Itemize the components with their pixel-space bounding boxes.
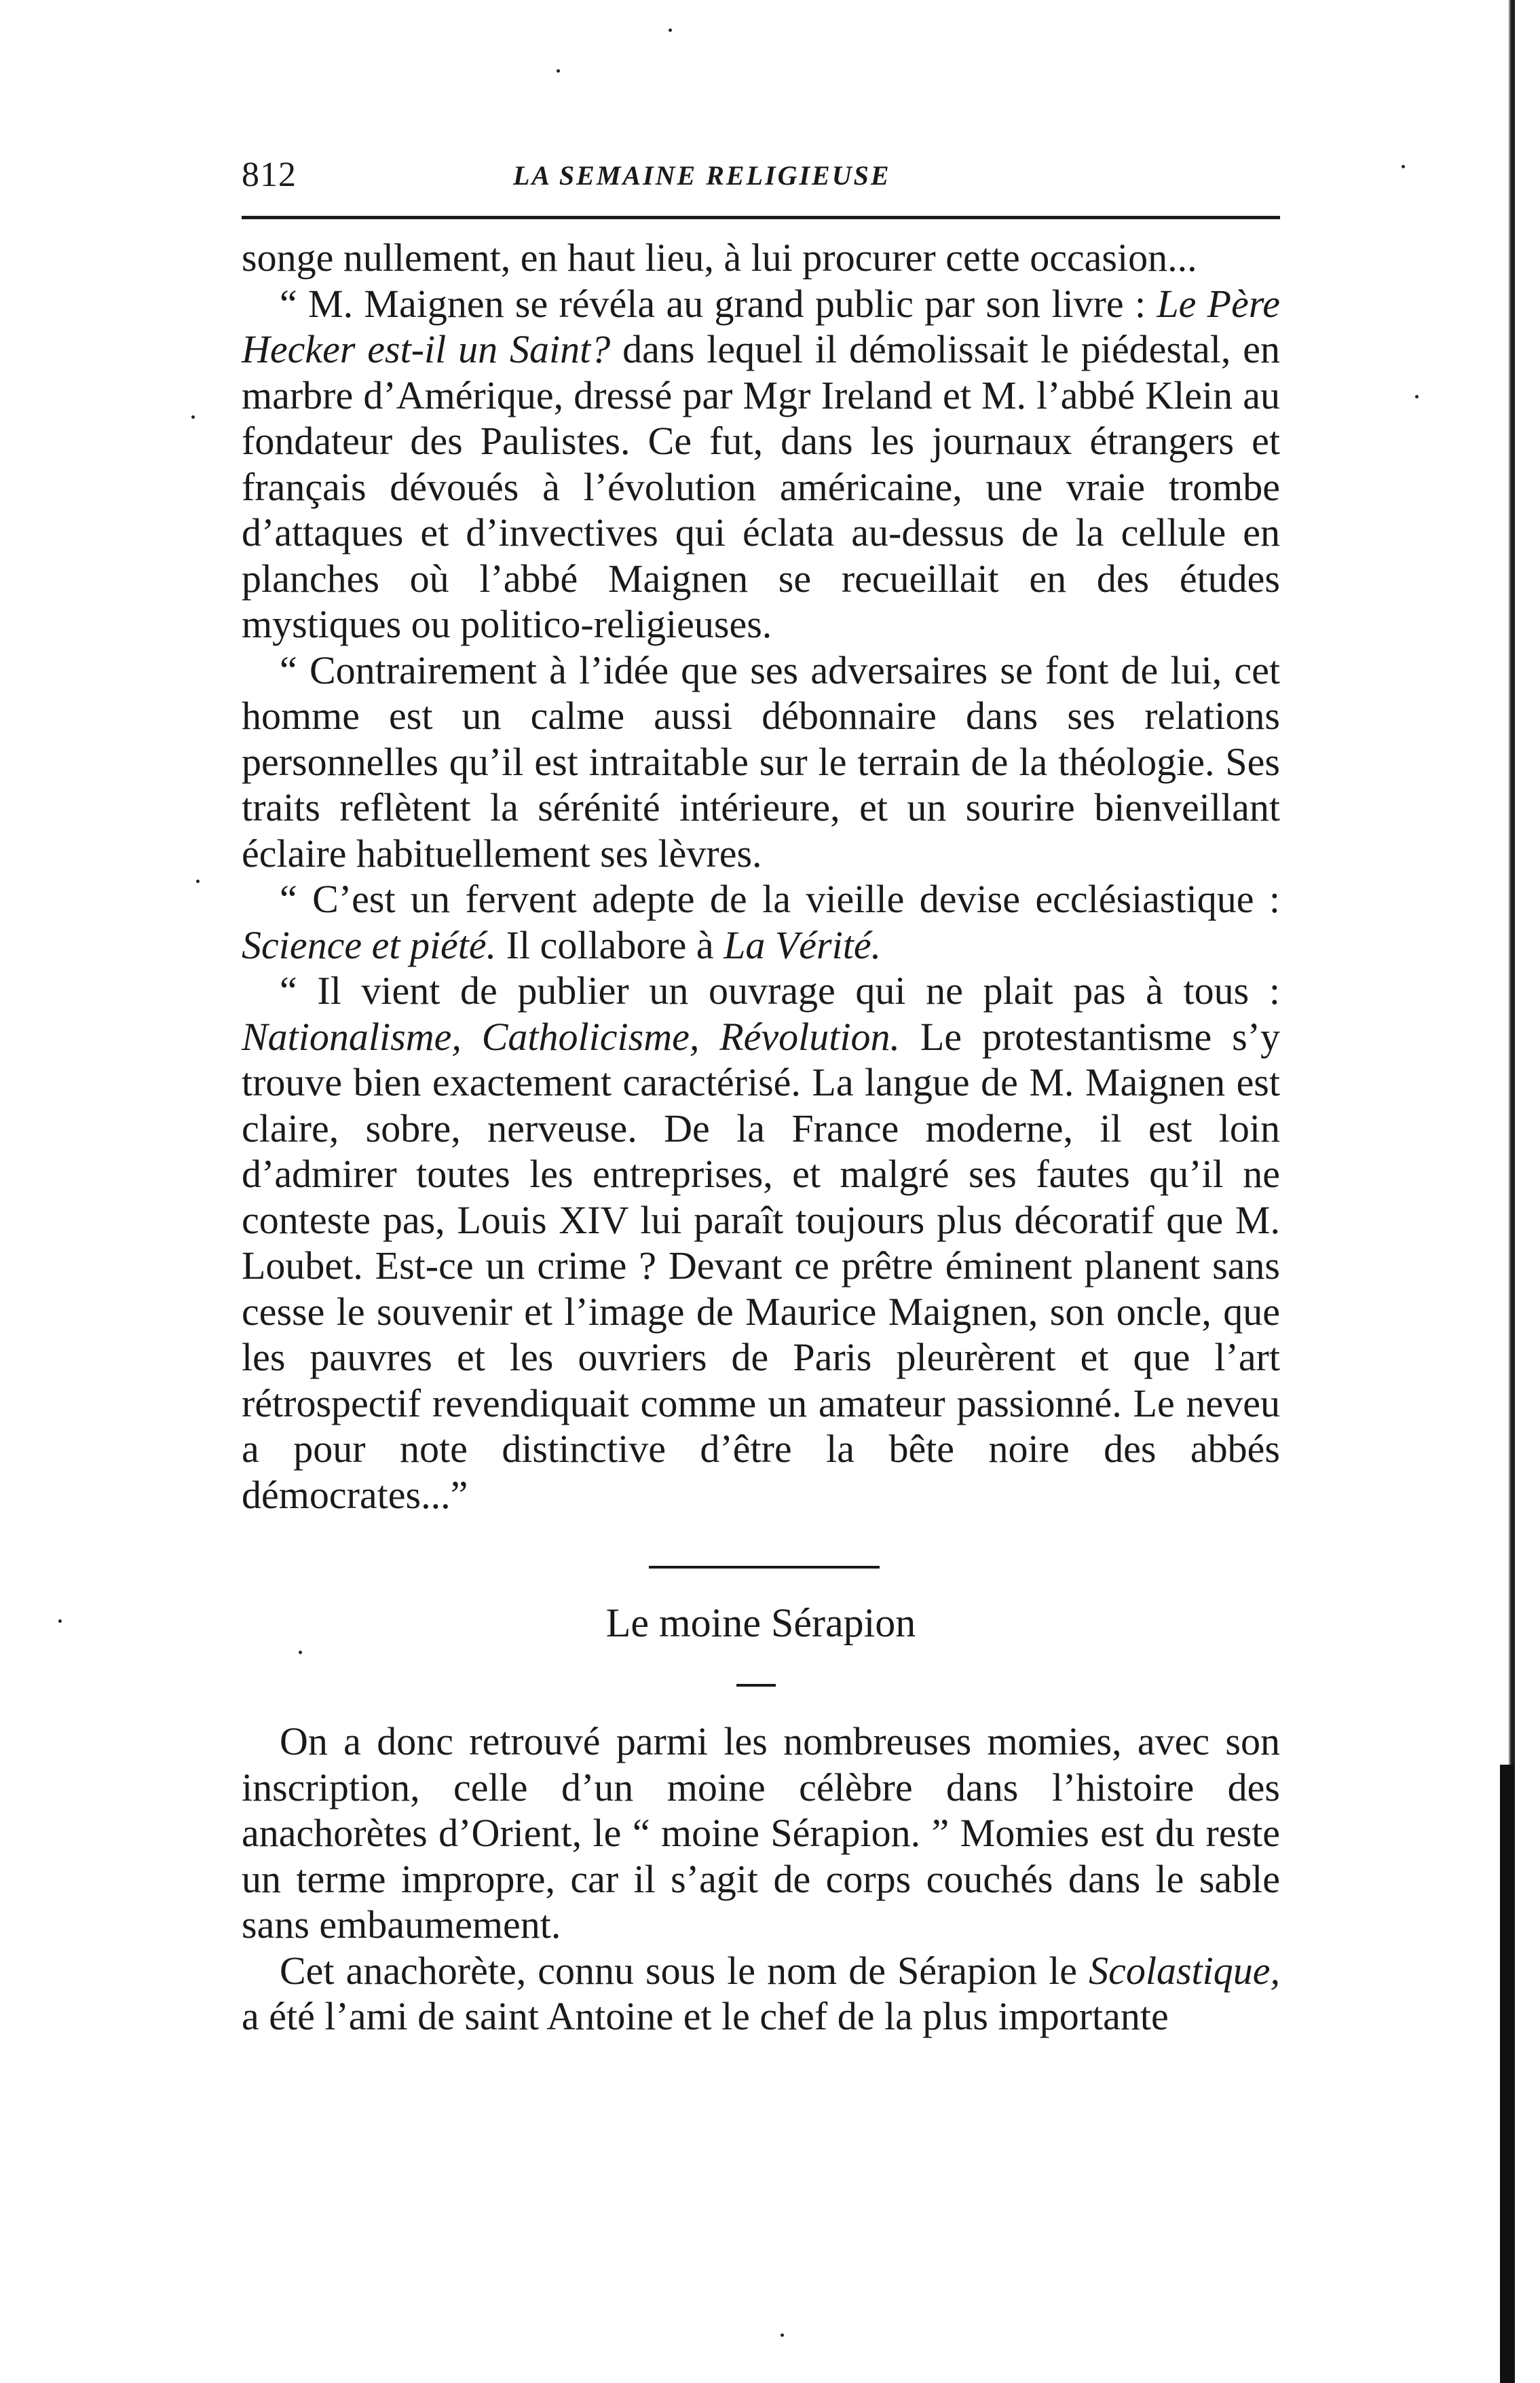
- page-number: 812: [242, 155, 297, 194]
- section-title: Le moine Sérapion: [605, 1600, 916, 1645]
- paragraph: [242, 968, 1280, 1518]
- section-short-rule: [736, 1684, 776, 1687]
- article-text-top: [242, 235, 1280, 1518]
- scan-speck: [557, 69, 560, 73]
- paragraph: [242, 876, 1280, 968]
- running-head: [242, 155, 1280, 195]
- paragraph: [242, 1719, 1280, 1948]
- text-run: “ Il vient de publier un ouvrage qui ne plait pas à tous :: [280, 969, 1280, 1013]
- text-run: Il collabore à: [496, 922, 724, 967]
- journal-title: LA SEMAINE RELIGIEUSE: [513, 160, 891, 191]
- italic-text: Scolastique,: [1089, 1948, 1280, 1993]
- paragraph: [242, 281, 1280, 648]
- text-run: On a donc retrouvé parmi les nombreuses momies, avec son inscription, celle d’un moine célèbre dans l’histoire des anachorètes d’Orient, le “ moine Sérapion. ” Momies est du reste un terme impropre, car il s’agit de corps couchés dans le sable sans embaumement.: [242, 1719, 1280, 1947]
- text-run: a été l’ami de saint Antoine et le chef de la plus importante: [242, 1994, 1169, 2038]
- paragraph: [242, 648, 1280, 877]
- scan-speck: [191, 415, 195, 419]
- text-run: “ M. Maignen se révéla au grand public par son livre :: [280, 281, 1157, 326]
- scan-speck: [1415, 395, 1419, 398]
- scan-speck: [669, 29, 672, 32]
- text-run: Cet anachorète, connu sous le nom de Sérapion le: [280, 1948, 1089, 1993]
- scan-speck: [299, 1651, 302, 1654]
- text-run: Le protestantisme s’y trouve bien exactement caractérisé. La langue de M. Maignen est claire, sobre, nerveuse. De la France moderne, il est loin d’admirer toutes les entreprises, et malgré ses fautes qu’il ne conteste pas, Louis XIV lui paraît toujours plus décoratif que M. Loubet. Est-ce un crime ? Devant ce prêtre éminent planent sans cesse le souvenir et l’image de Maurice Maignen, son oncle, que les pauvres et les ouvriers de Paris pleurèrent et que l’art rétrospectif revendiquait comme un amateur passionné. Le neveu a pour note distinctive d’être la bête noire des abbés démocrates...”: [242, 1014, 1280, 1517]
- scan-speck: [1402, 165, 1405, 168]
- section-divider-rule: [649, 1566, 880, 1569]
- page-edge-shadow-lower: [1500, 1765, 1515, 2383]
- italic-text: Nationalisme, Catholicisme, Révolution.: [242, 1014, 900, 1059]
- text-run: songe nullement, en haut lieu, à lui procurer cette occasion...: [242, 236, 1197, 280]
- scan-speck: [58, 1619, 62, 1623]
- paragraph: [242, 1948, 1280, 2040]
- header-rule: [242, 216, 1280, 219]
- text-run: “ C’est un fervent adepte de la vieille devise ecclésiastique :: [280, 877, 1280, 921]
- text-run: “ Contrairement à l’idée que ses adversaires se font de lui, cet homme est un calme aussi débonnaire dans ses relations personnelles qu’il est intraitable sur le terrain de la théologie. Ses traits reflètent la sérénité intérieure, et un sourire bienveillant éclaire habituellement ses lèvres.: [242, 648, 1280, 876]
- scan-speck: [781, 2333, 784, 2337]
- article-text-bottom: [242, 1719, 1280, 2040]
- italic-text: La Vérité.: [724, 922, 882, 967]
- italic-text: Le Père Hecker est-il un Saint?: [242, 281, 1280, 371]
- italic-text: Science et piété.: [242, 922, 497, 967]
- text-run: dans lequel il démolissait le piédestal, en marbre d’Amérique, dressé par Mgr Ireland et M. l’abbé Klein au fondateur des Paulistes. Ce fut, dans les journaux étrangers et français dévoués à l’évolution américaine, une vraie trombe d’attaques et d’invectives qui éclata au-dessus de la cellule en planches où l’abbé Maignen se recueillait en des études mystiques ou politico-religieuses.: [242, 327, 1280, 646]
- paragraph: [242, 235, 1280, 281]
- scan-speck: [196, 880, 200, 883]
